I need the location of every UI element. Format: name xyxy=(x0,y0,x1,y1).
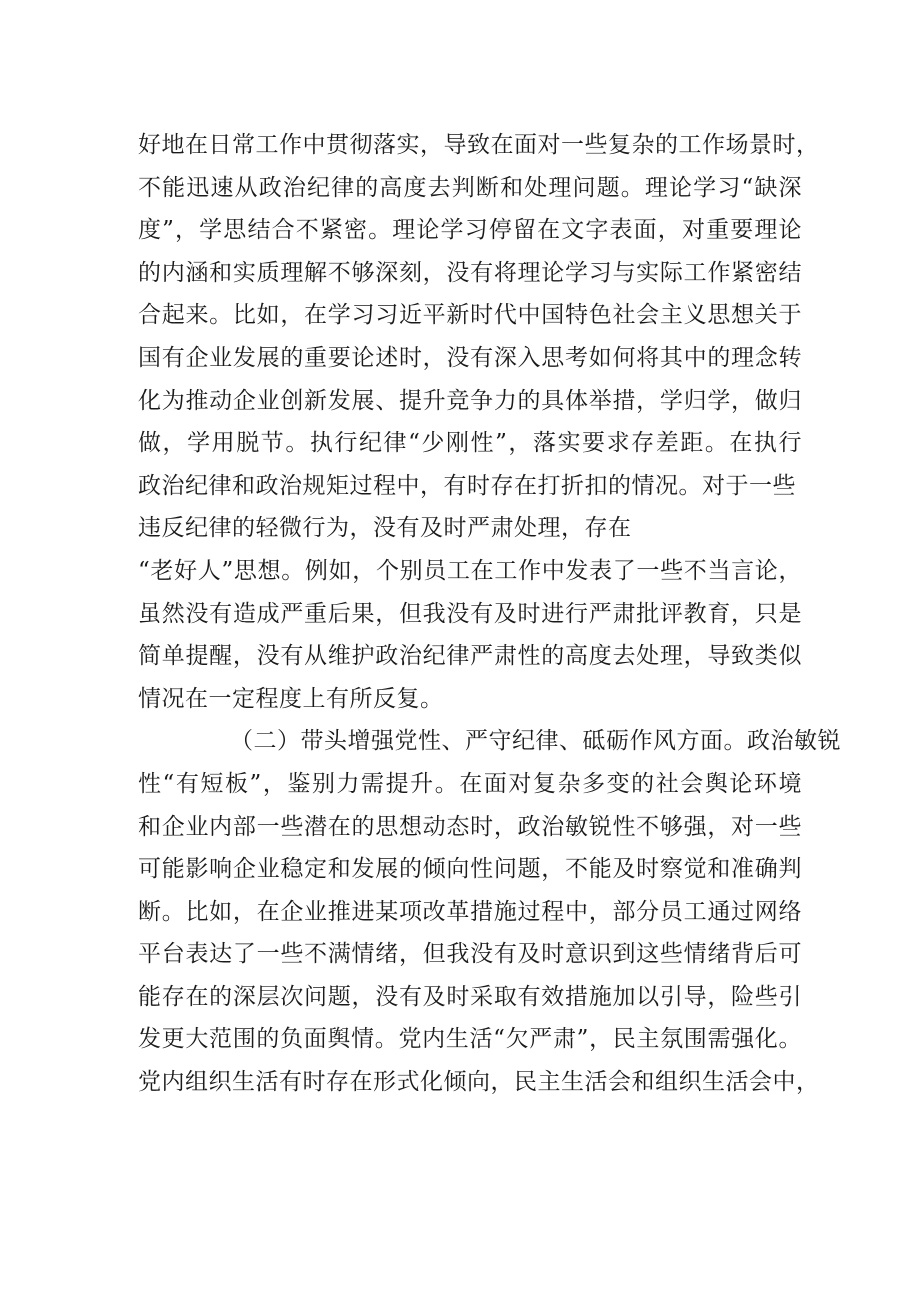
text-line: 和企业内部一些潜在的思想动态时，政治敏锐性不够强，对一些 xyxy=(138,813,802,840)
text-line: 国有企业发展的重要论述时，没有深入思考如何将其中的理念转 xyxy=(138,344,802,371)
text-line: 能存在的深层次问题，没有及时采取有效措施加以引导，险些引 xyxy=(138,983,802,1010)
text-line: 虽然没有造成严重后果，但我没有及时进行严肃批评教育，只是 xyxy=(138,600,802,627)
text-line: 政治纪律和政治规矩过程中，有时存在打折扣的情况。对于一些 xyxy=(138,472,796,499)
text-line: 的内涵和实质理解不够深刻，没有将理论学习与实际工作紧密结 xyxy=(138,259,802,286)
text-line: 化为推动企业创新发展、提升竞争力的具体举措，学归学，做归 xyxy=(138,387,802,414)
text-line: 好地在日常工作中贯彻落实，导致在面对一些复杂的工作场景时， xyxy=(138,132,820,158)
text-line: 可能影响企业稳定和发展的倾向性问题，不能及时察觉和准确判 xyxy=(138,856,802,883)
text-line: 党内组织生活有时存在形式化倾向，民主生活会和组织生活会中， xyxy=(138,1069,820,1096)
text-line: 度”，学思结合不紧密。理论学习停留在文字表面，对重要理论 xyxy=(138,217,802,244)
text-line: 平台表达了一些不满情绪，但我没有及时意识到这些情绪背后可 xyxy=(138,941,802,968)
text-line: “老好人”思想。例如，个别员工在工作中发表了一些不当言论， xyxy=(138,557,802,584)
text-line: 简单提醒，没有从维护政治纪律严肃性的高度去处理，导致类似 xyxy=(138,643,802,670)
text-line: 性“有短板”，鉴别力需提升。在面对复杂多变的社会舆论环境 xyxy=(138,770,802,797)
text-line: 合起来。比如，在学习习近平新时代中国特色社会主义思想关于 xyxy=(138,302,802,329)
text-line: 情况在一定程度上有所反复。 xyxy=(138,685,444,712)
text-line: 发更大范围的负面舆情。党内生活“欠严肃”，民主氛围需强化。 xyxy=(138,1026,802,1053)
text-line: （二）带头增强党性、严守纪律、砥砺作风方面。政治敏锐 xyxy=(230,728,841,755)
text-line: 不能迅速从政治纪律的高度去判断和处理问题。理论学习“缺深 xyxy=(138,174,802,201)
text-line: 断。比如，在企业推进某项改革措施过程中，部分员工通过网络 xyxy=(138,898,802,925)
text-line: 违反纪律的轻微行为，没有及时严肃处理，存在 xyxy=(138,515,632,542)
document-body xyxy=(138,124,841,1104)
text-line: 做，学用脱节。执行纪律“少刚性”，落实要求存差距。在执行 xyxy=(138,430,802,457)
